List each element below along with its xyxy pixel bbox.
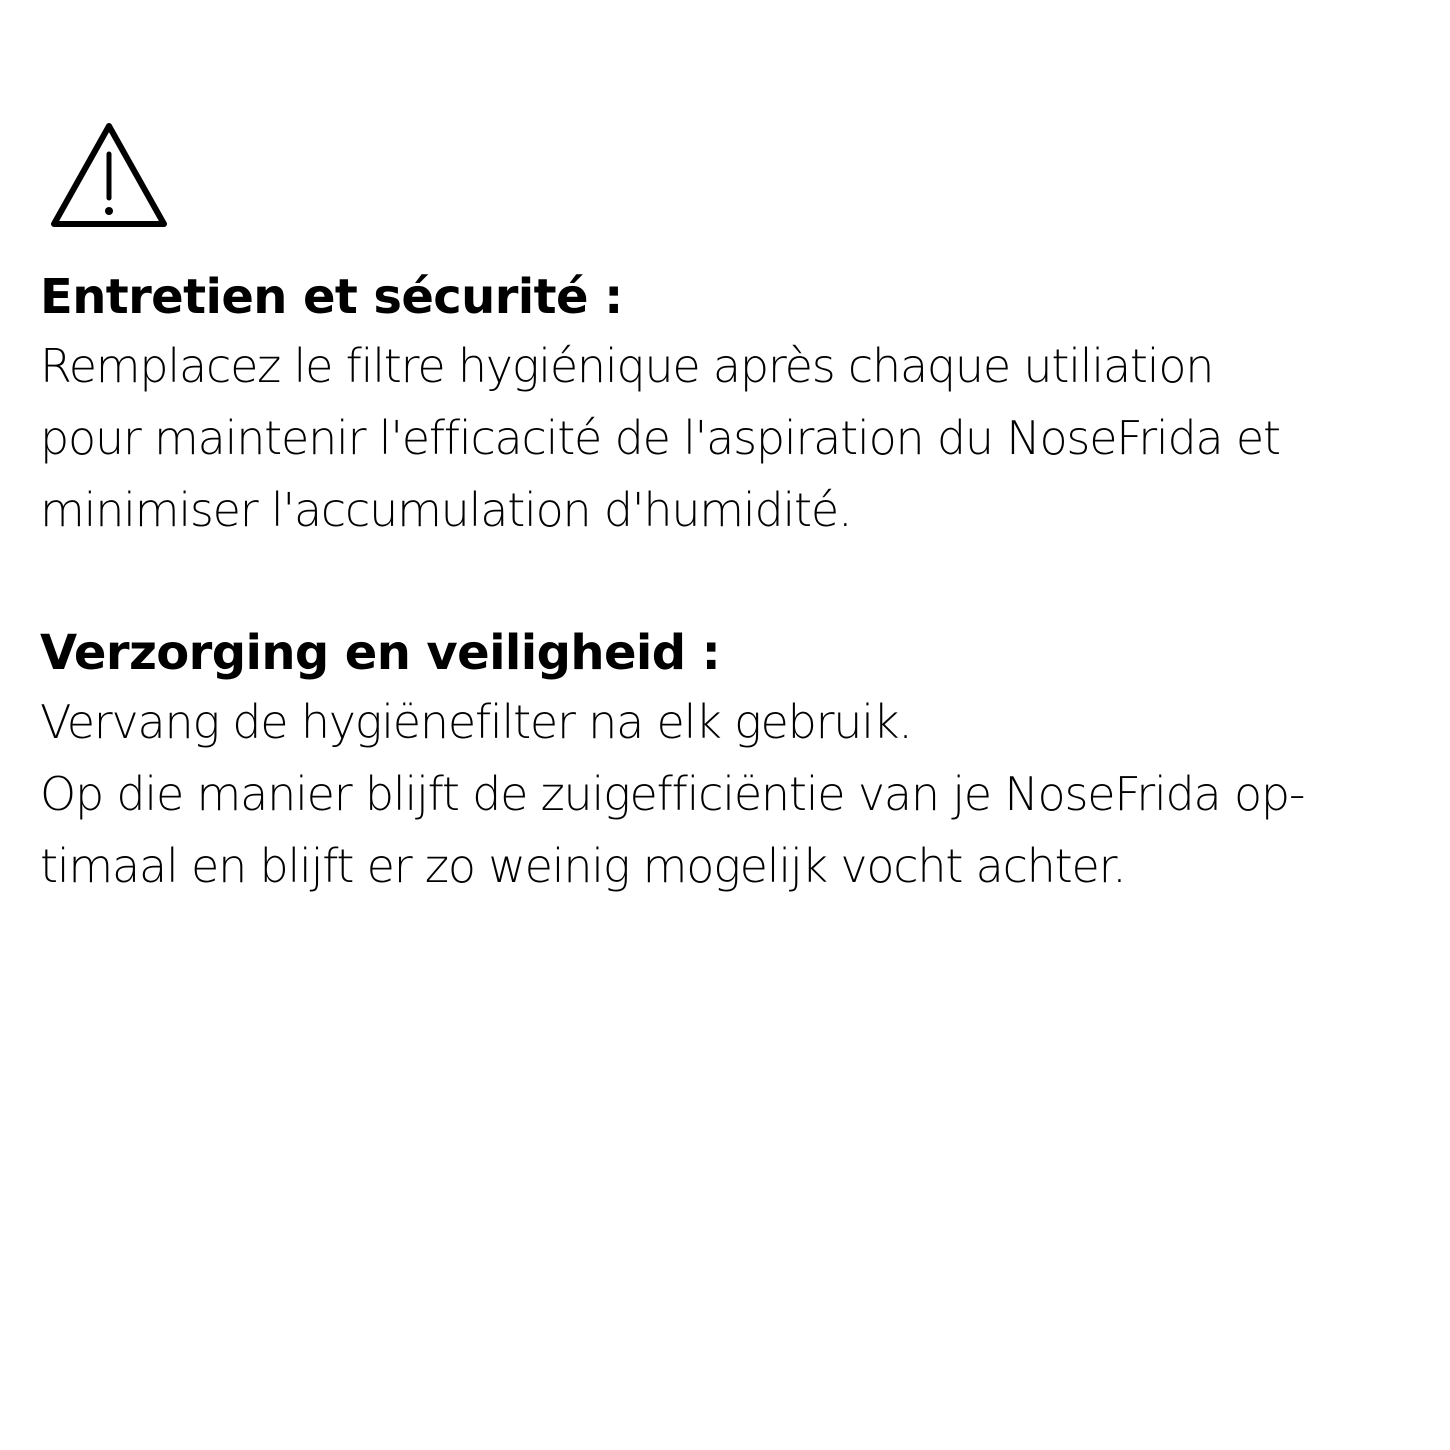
warning-triangle-icon: [48, 120, 170, 232]
french-heading: Entretien et sécurité :: [40, 269, 623, 325]
dutch-heading: Verzorging en veiligheid :: [40, 625, 721, 681]
content-area: [40, 264, 1425, 902]
dutch-line-1: Vervang de hygiënefilter na elk gebruik.: [40, 695, 912, 749]
dutch-section: [40, 620, 1425, 902]
french-section: [40, 264, 1425, 546]
french-line-1: Remplacez le filtre hygiénique après chaque utiliation: [40, 339, 1214, 393]
dutch-line-2: Op die manier blijft de zuigefficiëntie van je NoseFrida op-: [40, 767, 1305, 821]
dutch-line-3: timaal en blijft er zo weinig mogelijk vocht achter.: [40, 839, 1126, 893]
french-line-2: pour maintenir l'efficacité de l'aspiration du NoseFrida et: [40, 411, 1280, 465]
french-line-3: minimiser l'accumulation d'humidité.: [40, 483, 852, 537]
